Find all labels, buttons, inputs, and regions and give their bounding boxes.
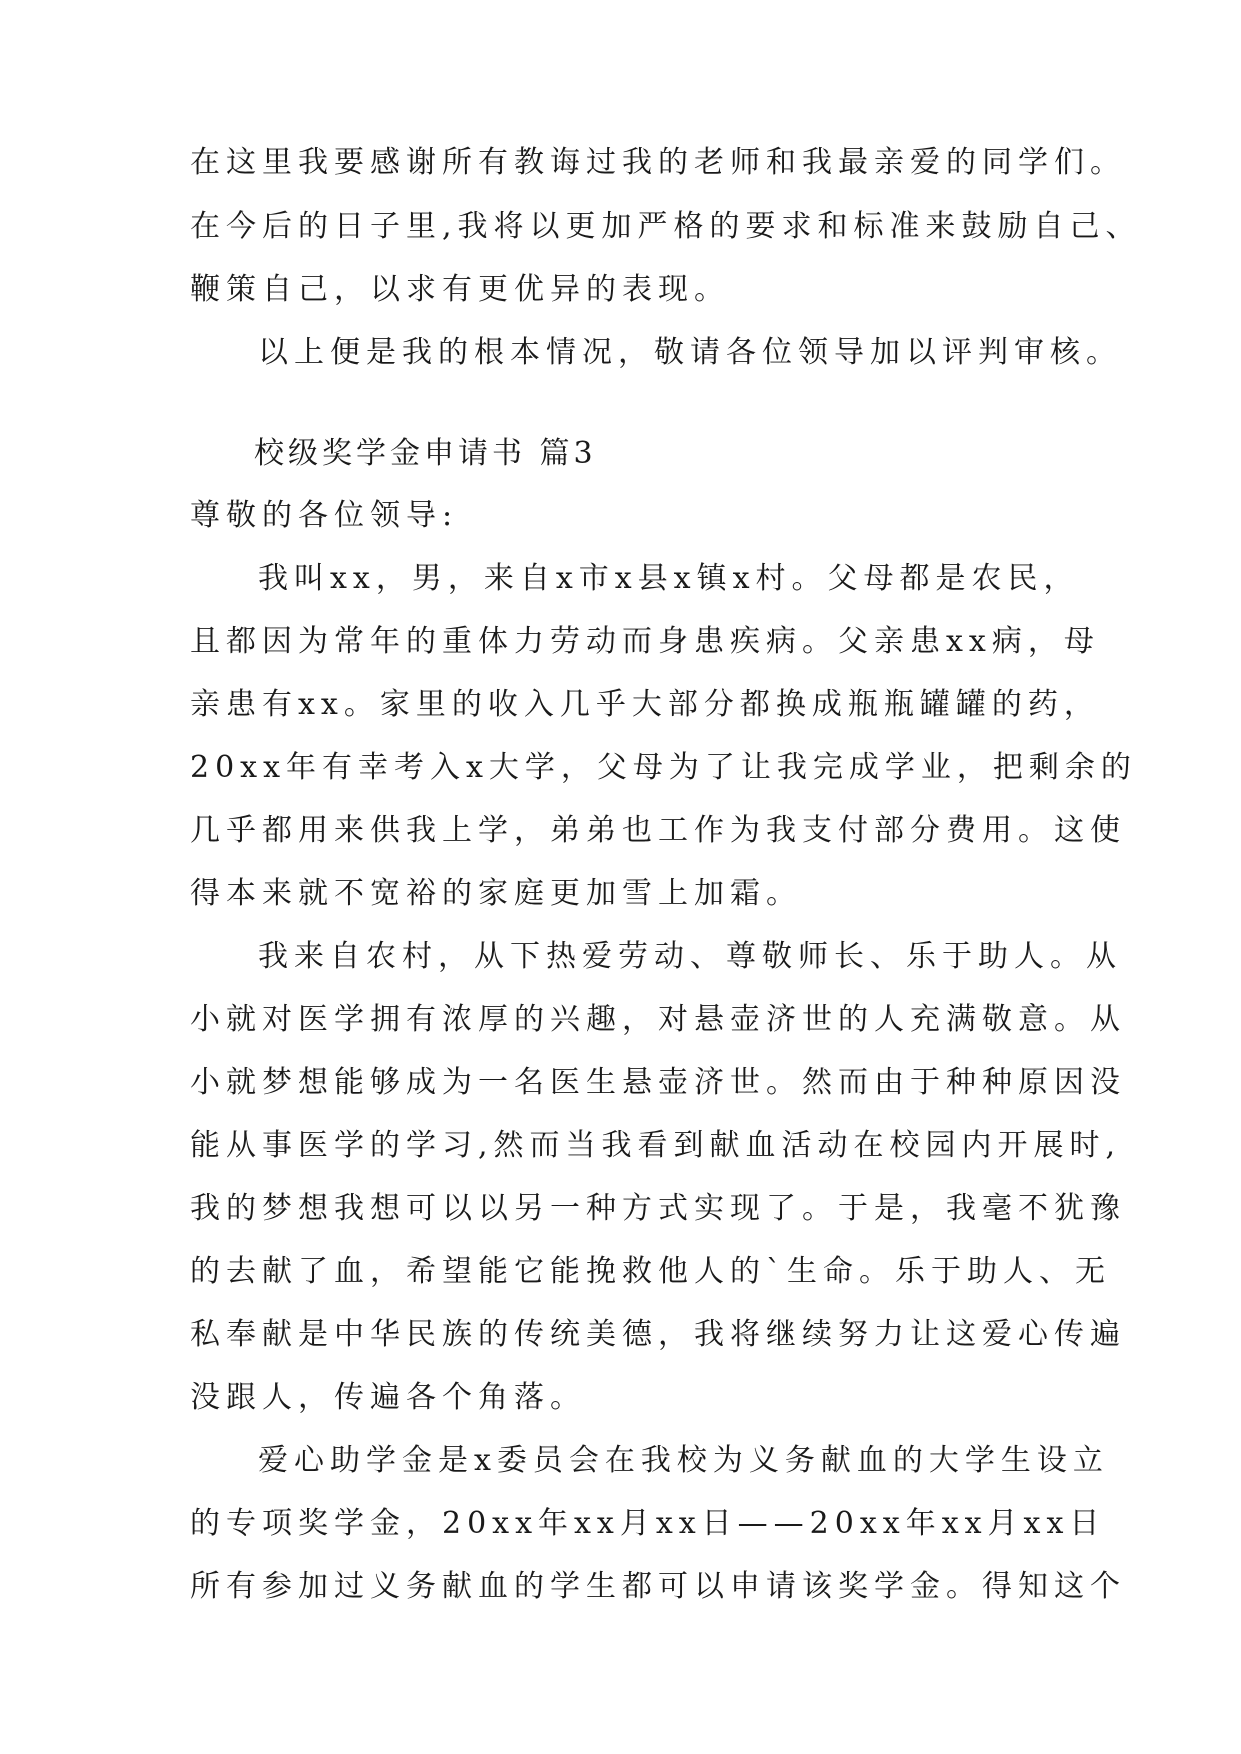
text-line: 且都因为常年的重体力劳动而身患疾病。父亲患xx病，母	[190, 624, 1100, 659]
section-heading: 校级奖学金申请书 篇3	[254, 436, 597, 471]
text-line: 爱心助学金是x委员会在我校为义务献血的大学生设立	[258, 1443, 1109, 1478]
text-line: 20xx年有幸考入x大学，父母为了让我完成学业，把剩余的	[190, 750, 1137, 785]
text-line: 得本来就不宽裕的家庭更加雪上加霜。	[190, 876, 802, 911]
text-line: 小就对医学拥有浓厚的兴趣，对悬壶济世的人充满敬意。从	[190, 1002, 1126, 1037]
text-line: 小就梦想能够成为一名医生悬壶济世。然而由于种种原因没	[190, 1065, 1126, 1100]
text-line: 我来自农村，从下热爱劳动、尊敬师长、乐于助人。从	[258, 939, 1122, 974]
text-line: 在这里我要感谢所有教诲过我的老师和我最亲爱的同学们。	[190, 145, 1126, 180]
salutation: 尊敬的各位领导:	[190, 498, 459, 533]
text-line: 私奉献是中华民族的传统美德，我将继续努力让这爱心传遍	[190, 1317, 1126, 1352]
text-line: 以上便是我的根本情况，敬请各位领导加以评判审核。	[258, 335, 1122, 370]
text-line: 的专项奖学金，20xx年xx月xx日——20xx年xx月xx日	[190, 1506, 1106, 1541]
text-line: 所有参加过义务献血的学生都可以申请该奖学金。得知这个	[190, 1569, 1126, 1604]
text-line: 亲患有xx。家里的收入几乎大部分都换成瓶瓶罐罐的药，	[190, 687, 1100, 722]
text-line: 的去献了血，希望能它能挽救他人的`生命。乐于助人、无	[190, 1254, 1111, 1289]
text-line: 我的梦想我想可以以另一种方式实现了。于是，我毫不犹豫	[190, 1191, 1126, 1226]
text-line: 我叫xx，男，来自x市x县x镇x村。父母都是农民，	[258, 561, 1080, 596]
text-line: 能从事医学的学习,然而当我看到献血活动在校园内开展时,	[190, 1128, 1122, 1163]
text-line: 几乎都用来供我上学，弟弟也工作为我支付部分费用。这使	[190, 813, 1126, 848]
text-line: 没跟人，传遍各个角落。	[190, 1380, 586, 1415]
text-line: 在今后的日子里,我将以更加严格的要求和标准来鼓励自己、	[190, 209, 1142, 244]
text-line: 鞭策自己，以求有更优异的表现。	[190, 272, 730, 307]
